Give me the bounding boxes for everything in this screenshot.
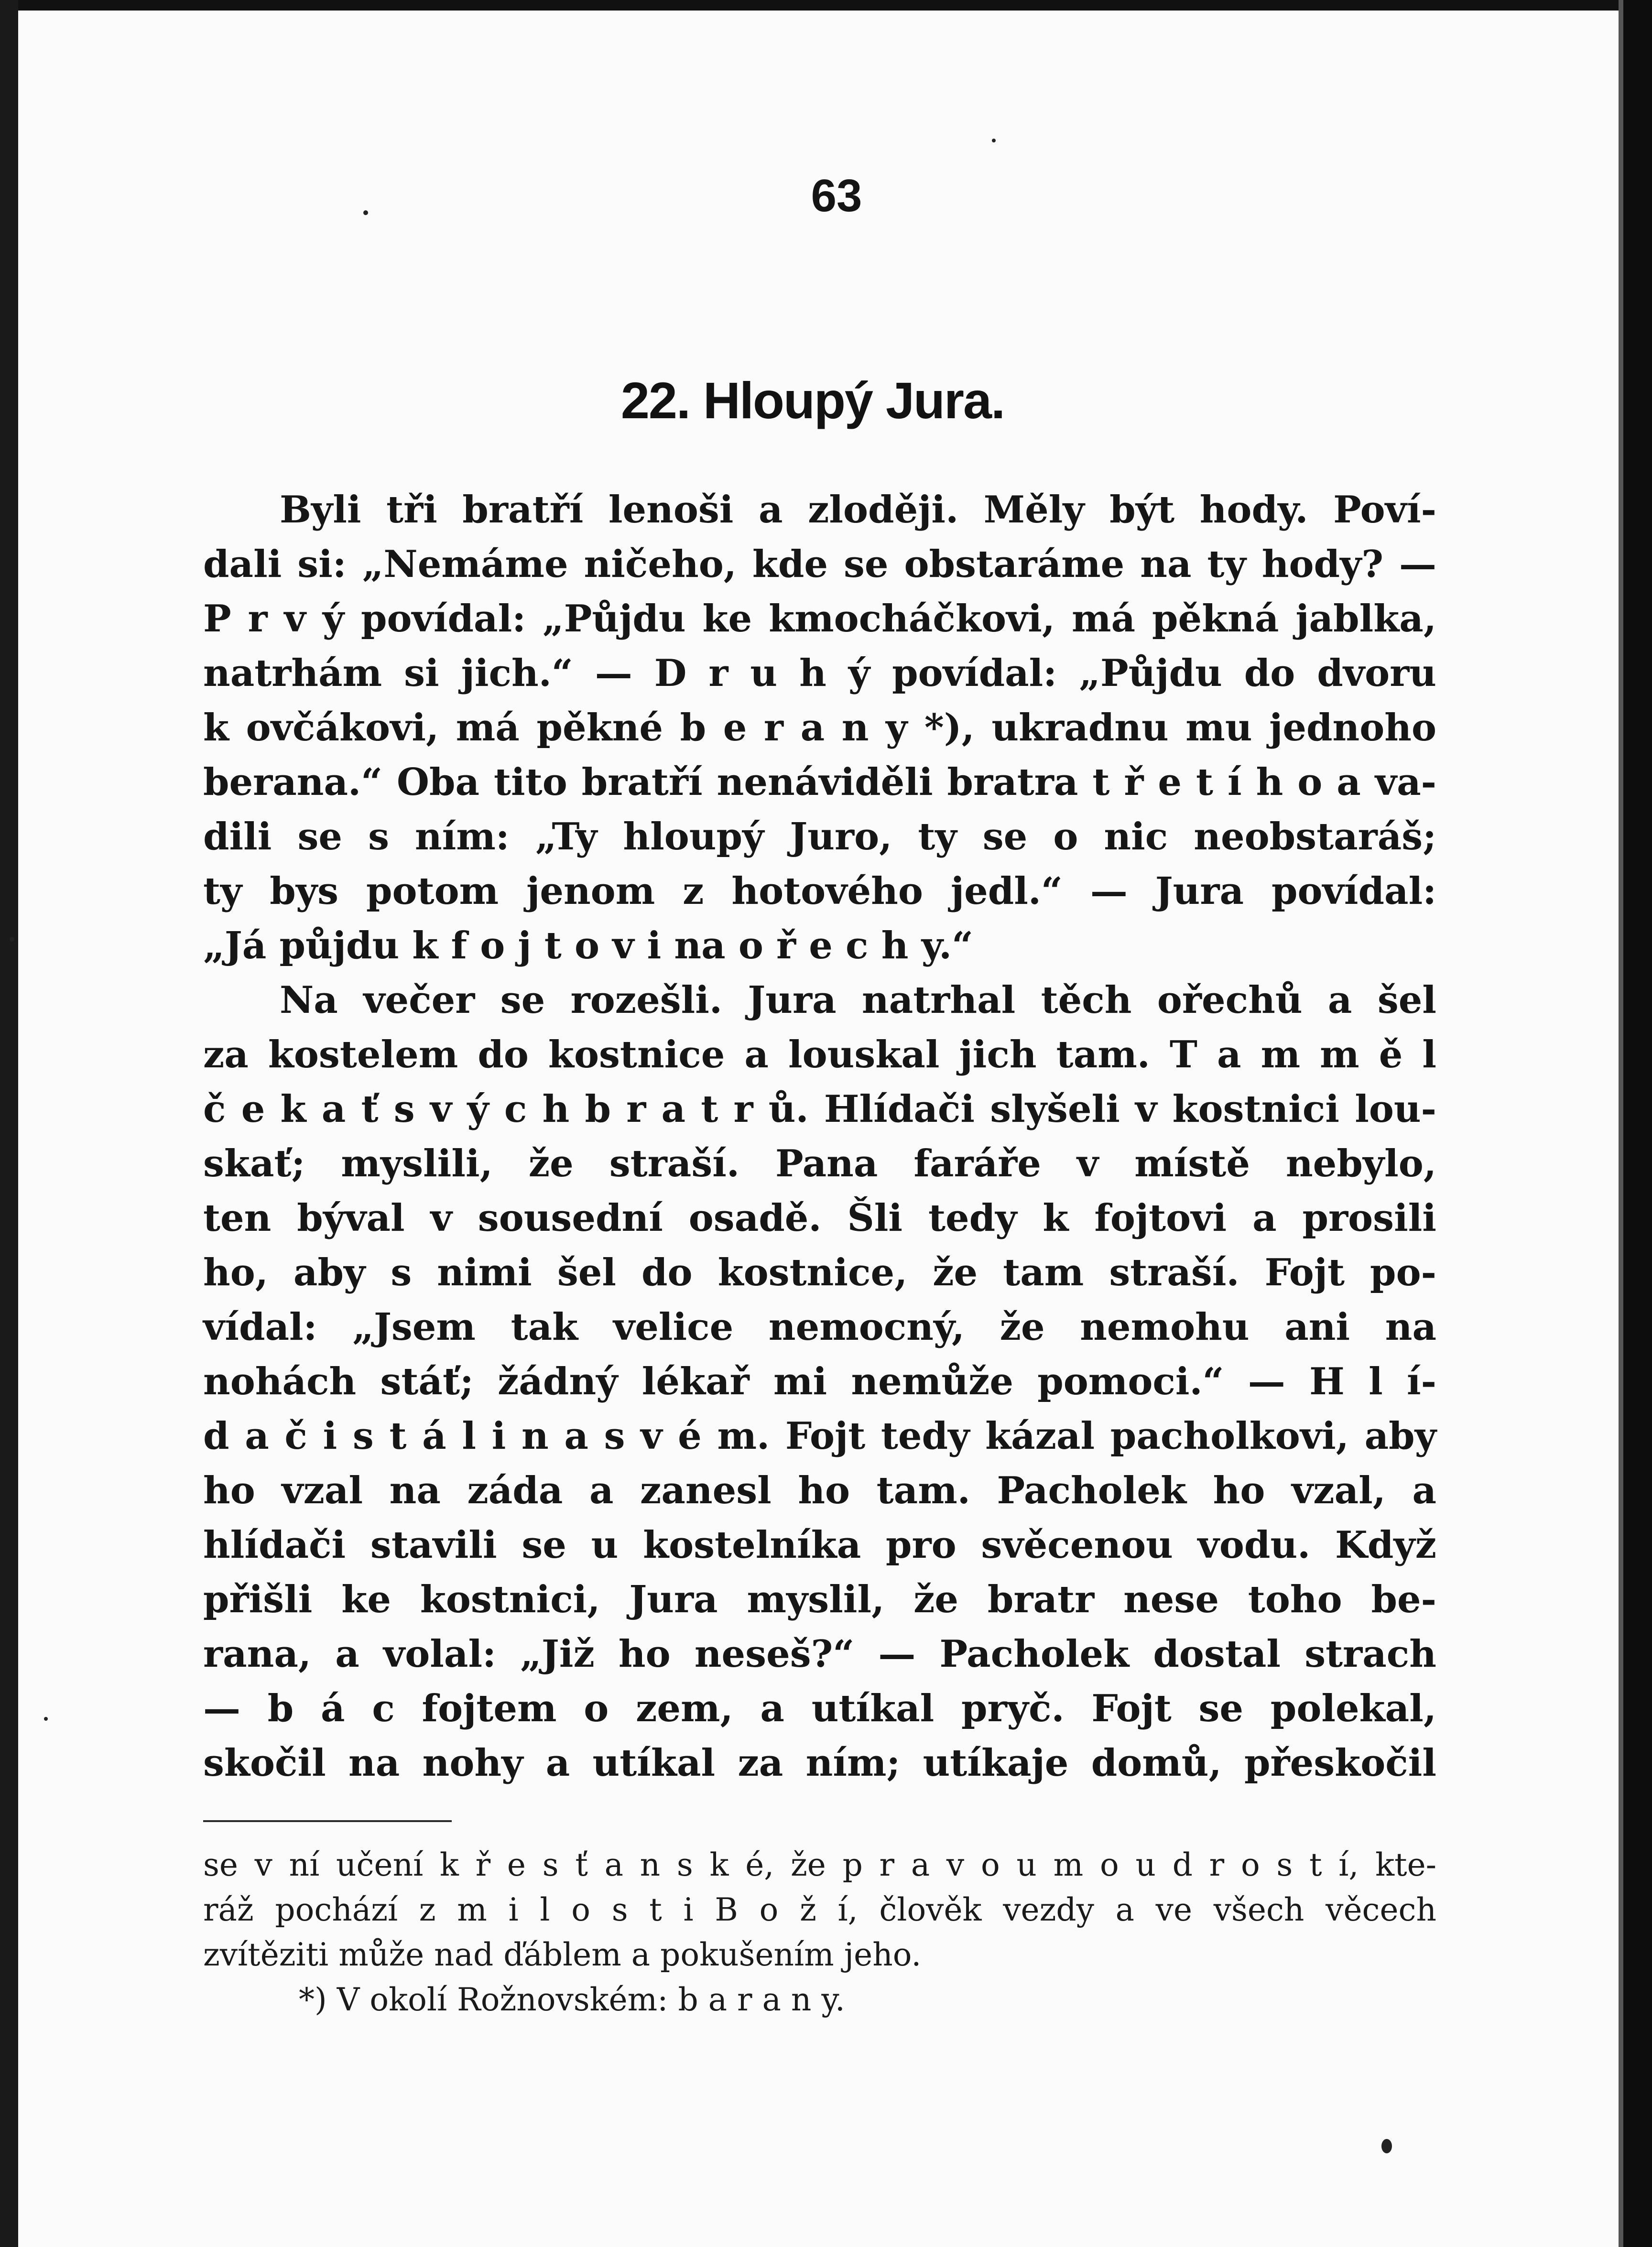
scan-speck — [1381, 2139, 1392, 2153]
body-line: skať; myslili, že straší. Pana faráře v místě nebylo, — [203, 1142, 1436, 1185]
footnote-line: ráž pochází z m i l o s t i B o ž í, člověk vezdy a ve všech věcech — [203, 1891, 1436, 1928]
body-line: rana, a volal: „Již ho neseš?“ — Pacholek dostal strach — [203, 1632, 1436, 1676]
body-line: natrhám si jich.“ — D r u h ý povídal: „Půjdu do dvoru — [203, 651, 1436, 695]
body-line: ho, aby s nimi šel do kostnice, že tam straší. Fojt po- — [203, 1251, 1436, 1294]
chapter-title: 22. Hloupý Jura. — [620, 371, 1005, 429]
scan-edge-right-shadow — [1619, 0, 1623, 2247]
body-line: „Já půjdu k f o j t o v i na o ř e c h y.“ — [203, 924, 973, 967]
body-line: Byli tři bratří lenoši a zloději. Měly být hody. Poví- — [280, 488, 1436, 532]
body-line: ho vzal na záda a zanesl ho tam. Pacholek ho vzal, a — [203, 1469, 1436, 1512]
body-line: ten býval v sousední osadě. Šli tedy k fojtovi a prosili — [203, 1196, 1436, 1240]
body-line: hlídači stavili se u kostelníka pro svěcenou vodu. Když — [203, 1523, 1436, 1567]
scan-speck — [10, 937, 14, 942]
body-line: nohách stáť; žádný lékař mi nemůže pomoci.“ — H l í- — [203, 1360, 1436, 1403]
scan-speck — [363, 210, 368, 215]
body-text — [203, 483, 1436, 1791]
body-line: d a č i s t á l i n a s v é m. Fojt tedy kázal pacholkovi, aby — [203, 1414, 1436, 1458]
body-line: skočil na nohy a utíkal za ním; utíkaje domů, přeskočil — [203, 1741, 1436, 1785]
body-line: č e k a ť s v ý c h b r a t r ů. Hlídači slyšeli v kostnici lou- — [203, 1087, 1436, 1131]
body-line: — b á c fojtem o zem, a utíkal pryč. Fojt se polekal, — [203, 1687, 1436, 1730]
page-number: 63 — [811, 170, 862, 221]
body-line: dali si: „Nemáme ničeho, kde se obstaráme na ty hody? — — [203, 543, 1436, 586]
scan-edge-left — [0, 0, 18, 2247]
scan-edge-top — [0, 0, 1652, 11]
body-line: přišli ke kostnici, Jura myslil, že bratr nese toho be- — [203, 1578, 1436, 1621]
footnote-divider — [203, 1820, 452, 1822]
footnote-line: zvítěziti může nad ďáblem a pokušením jeho. — [203, 1936, 922, 1973]
body-line: dili se s ním: „Ty hloupý Juro, ty se o nic neobstaráš; — [203, 815, 1436, 858]
scan-speck — [44, 1717, 48, 1721]
body-line: P r v ý povídal: „Půjdu ke kmocháčkovi, má pěkná jablka, — [203, 597, 1436, 640]
body-line: za kostelem do kostnice a louskal jich tam. T a m m ě l — [203, 1033, 1436, 1076]
scan-edge-right — [1623, 0, 1652, 2247]
footnote-line: se v ní učení k ř e s ť a n s k é, že p r a v o u m o u d r o s t í, kte- — [203, 1846, 1436, 1883]
body-line: Na večer se rozešli. Jura natrhal těch ořechů a šel — [280, 978, 1436, 1022]
body-line: k ovčákovi, má pěkné b e r a n y *), ukradnu mu jednoho — [203, 706, 1436, 749]
body-line: berana.“ Oba tito bratří nenáviděli bratra t ř e t í h o a va- — [203, 760, 1436, 804]
footnotes — [203, 1843, 1436, 2022]
body-line: ty bys potom jenom z hotového jedl.“ — Jura povídal: — [203, 869, 1436, 913]
scan-speck — [992, 139, 996, 142]
footnote-asterisk-note: *) V okolí Rožnovském: b a r a n y. — [299, 1981, 845, 2018]
body-line: vídal: „Jsem tak velice nemocný, že nemohu ani na — [203, 1305, 1436, 1349]
